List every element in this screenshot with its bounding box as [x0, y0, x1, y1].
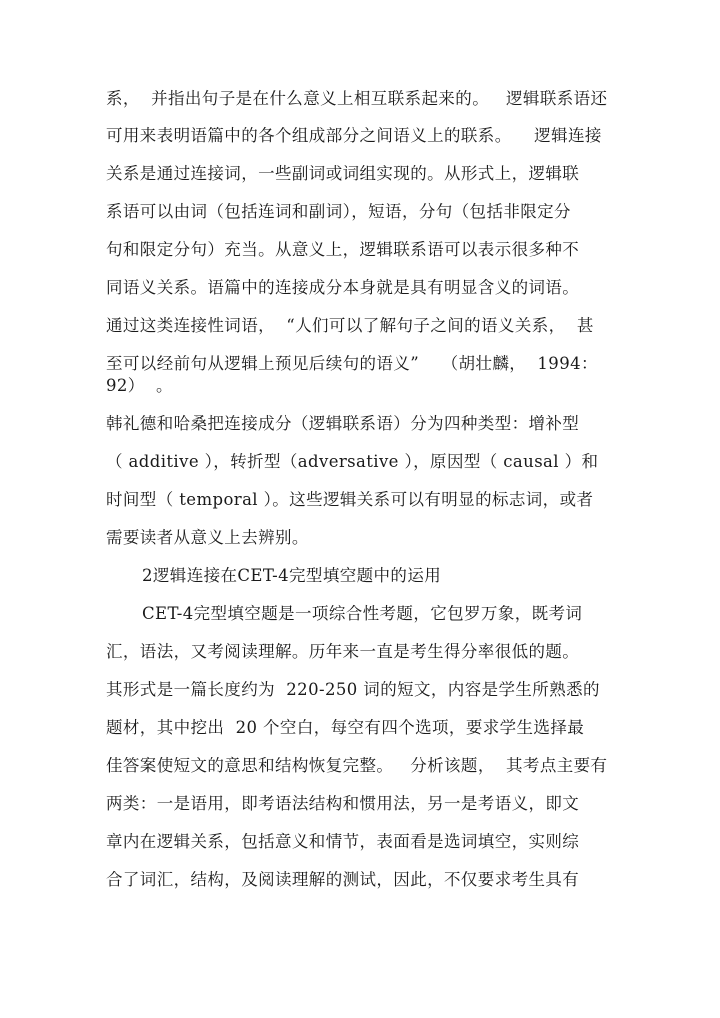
text-line: 两类：一是语用，即考语法结构和惯用法，另一是考语义，即文	[106, 794, 580, 813]
section-heading: 2逻辑连接在CET-4完型填空题中的运用	[142, 566, 442, 585]
text-line: 合了词汇，结构，及阅读理解的测试，因此，不仅要求考生具有	[106, 870, 580, 889]
text-line: 佳答案使短文的意思和结构恢复完整。 分析该题， 其考点主要有	[106, 756, 608, 775]
text-line: 时间型（ temporal ）。这些逻辑关系可以有明显的标志词，或者	[106, 490, 594, 509]
text-line: 章内在逻辑关系，包括意义和情节，表面看是选词填空，实则综	[106, 832, 580, 851]
text-line: 句和限定分句）充当。从意义上，逻辑联系语可以表示很多种不	[106, 240, 580, 259]
text-line: 系语可以由词（包括连词和副词），短语，分句（包括非限定分	[106, 202, 571, 221]
text-line: 需要读者从意义上去辨别。	[106, 528, 309, 547]
text-line: 系， 并指出句子是在什么意义上相互联系起来的。 逻辑联系语还	[106, 89, 608, 108]
text-line: 92） 。	[106, 376, 173, 395]
text-line: CET-4完型填空题是一项综合性考题，它包罗万象，既考词	[142, 604, 583, 623]
text-line: 至可以经前句从逻辑上预见后续句的语义” （胡壮麟， 1994：	[106, 354, 598, 373]
text-line: 题材，其中挖出 20 个空白，每空有四个选项，要求学生选择最	[106, 718, 585, 737]
text-line: 关系是通过连接词，一些副词或词组实现的。从形式上，逻辑联	[106, 164, 580, 183]
text-line: 同语义关系。语篇中的连接成分本身就是具有明显含义的词语。	[106, 278, 580, 297]
text-line: 汇，语法，又考阅读理解。历年来一直是考生得分率很低的题。	[106, 642, 580, 661]
text-line: 可用来表明语篇中的各个组成部分之间语义上的联系。 逻辑连接	[106, 126, 602, 145]
text-line: 韩礼德和哈桑把连接成分（逻辑联系语）分为四种类型：增补型	[106, 414, 580, 433]
text-line: 其形式是一篇长度约为 220-250 词的短文，内容是学生所熟悉的	[106, 680, 600, 699]
text-line: 通过这类连接性词语， “人们可以了解句子之间的语义关系， 甚	[106, 316, 594, 335]
text-line: （ additive ），转折型（adversative ），原因型（ causal ）和	[106, 452, 599, 471]
